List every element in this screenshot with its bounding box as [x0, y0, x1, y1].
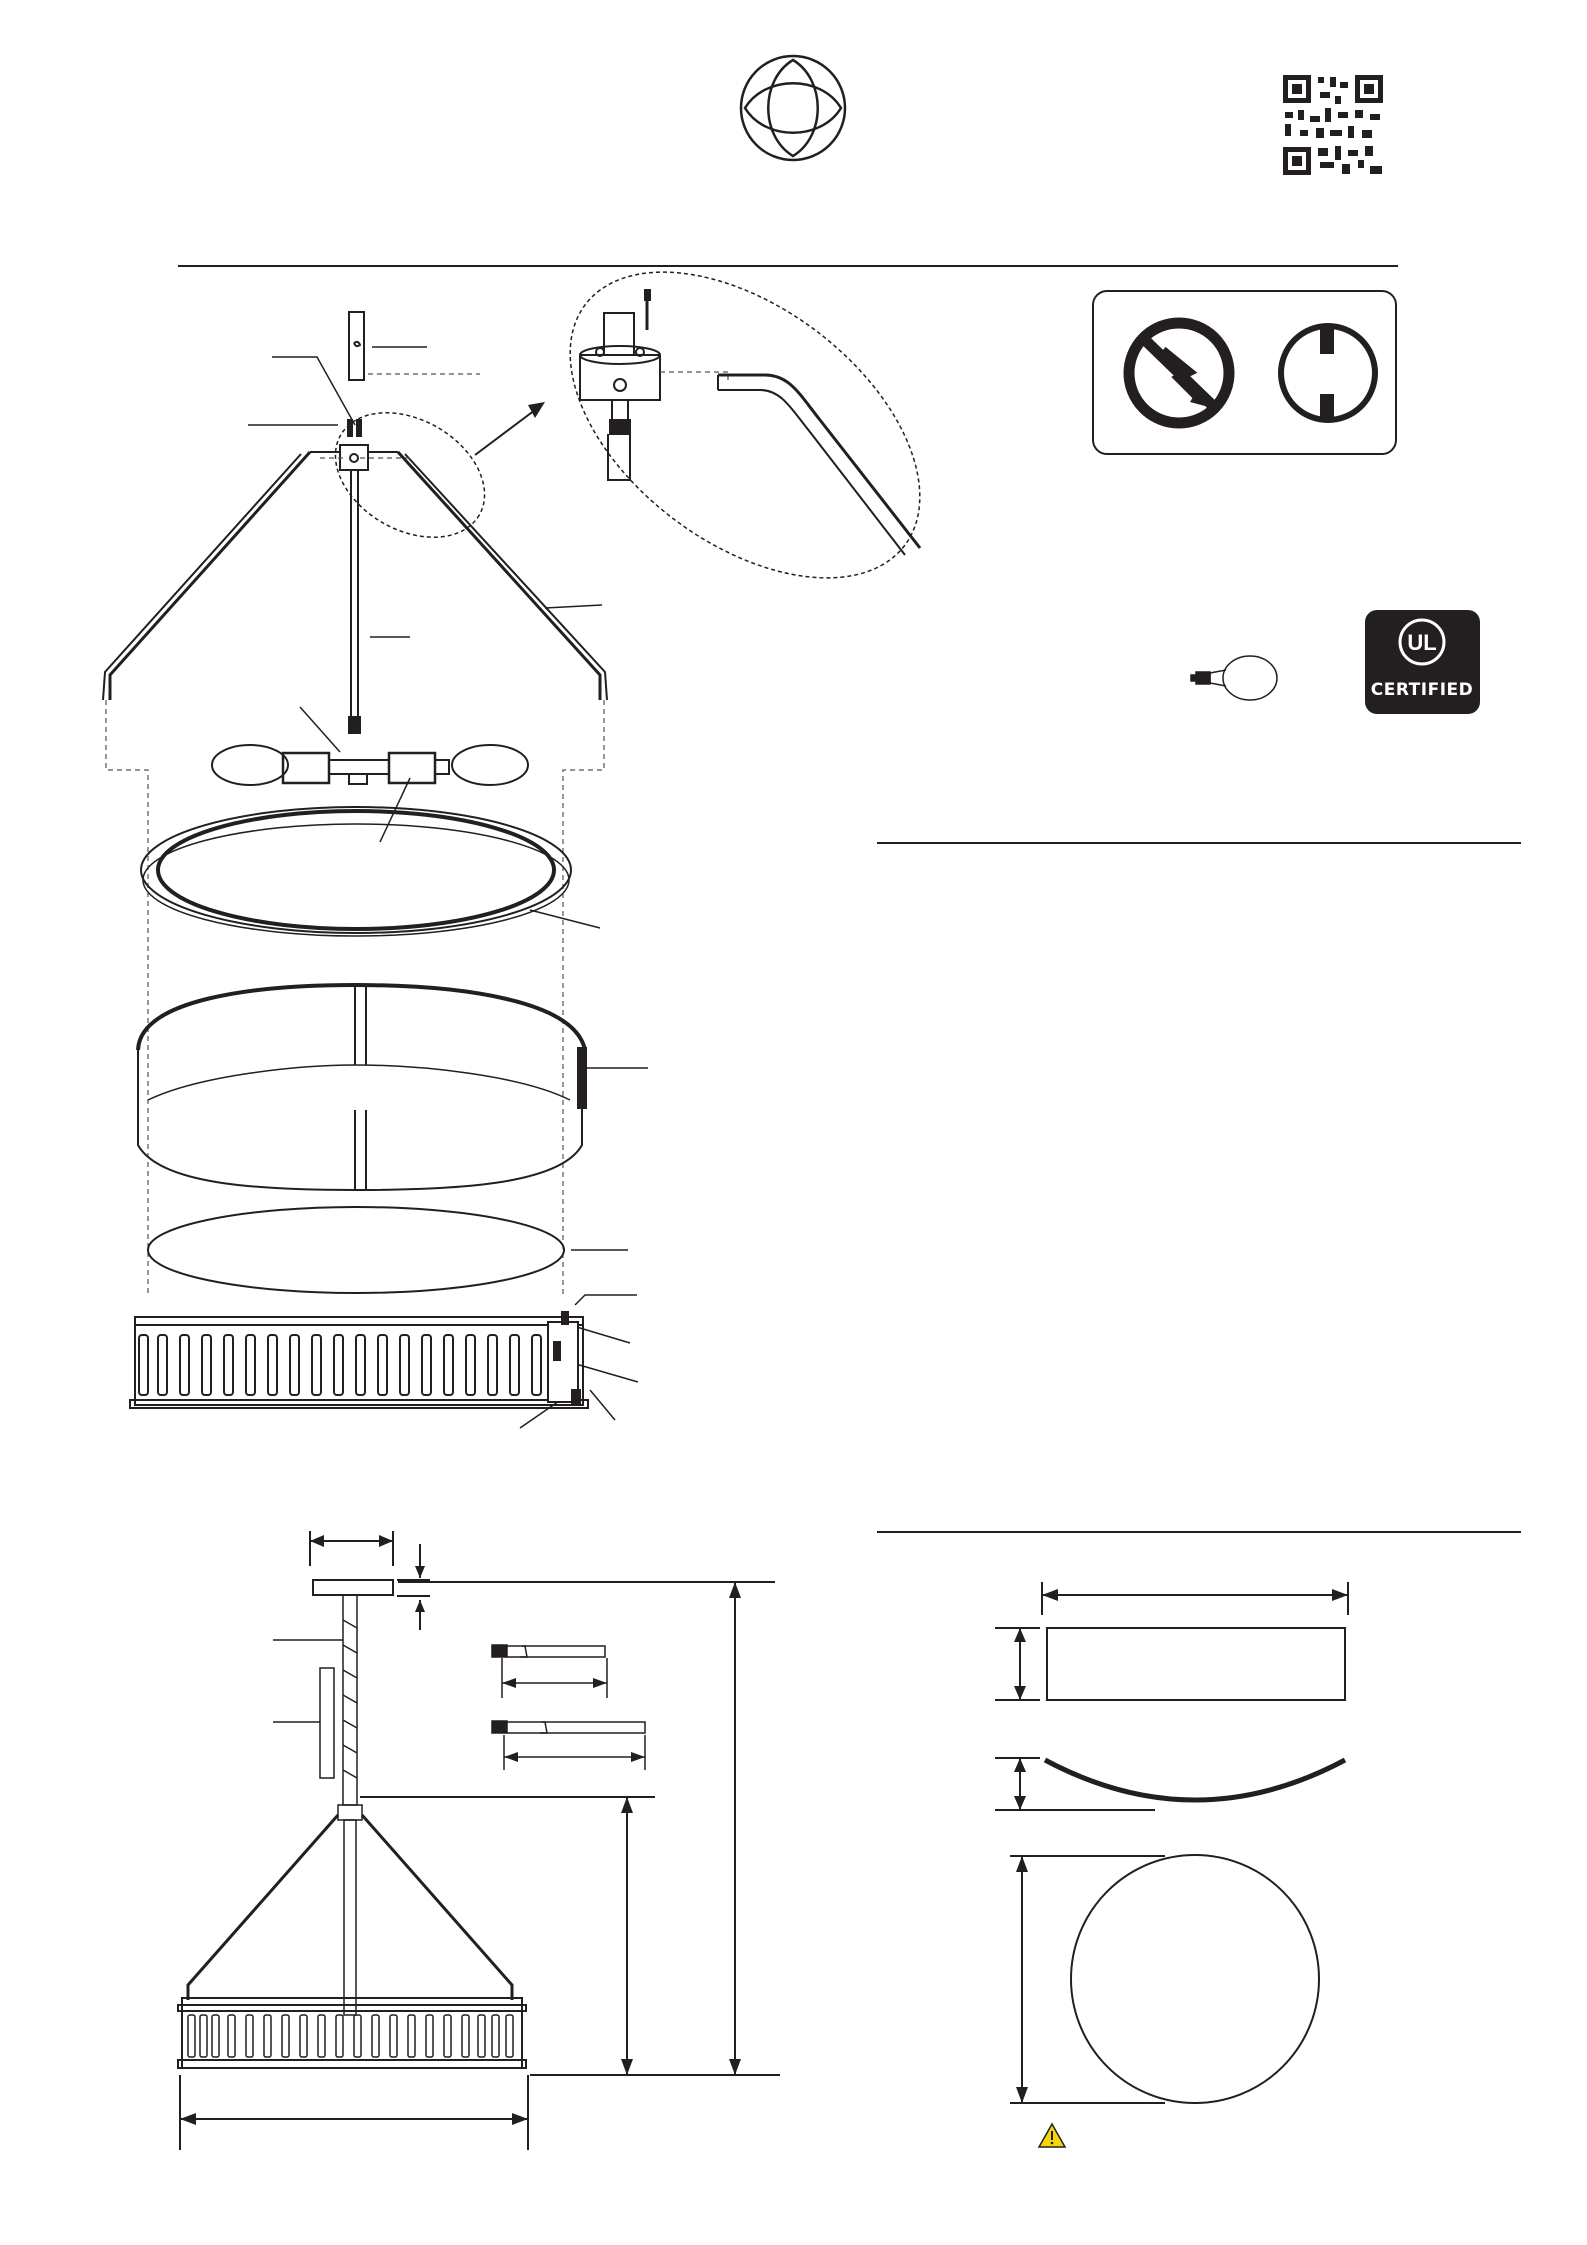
- detail-callout-small: [313, 387, 507, 562]
- dimension-diagram: [178, 1531, 780, 2150]
- polarized-outlet-icon: [1281, 326, 1375, 422]
- ul-mark: UL: [1407, 630, 1437, 655]
- lightbulb-icon: [1191, 656, 1277, 700]
- diffuser: [148, 1207, 564, 1293]
- socket-cluster: [212, 745, 528, 785]
- shade-band-shape: [1047, 1628, 1345, 1700]
- compatibility-icons-box: [1093, 291, 1396, 454]
- arm-right: [398, 452, 600, 700]
- top-ring: [141, 807, 571, 936]
- arrow-icon: [528, 402, 545, 418]
- quatrefoil-logo-icon: [741, 56, 845, 160]
- shade-shape-diagrams: [995, 1582, 1348, 2147]
- shade-panels: [138, 985, 586, 1190]
- ul-certified-text: CERTIFIED: [1370, 680, 1474, 700]
- detail-callout-large: [514, 210, 975, 639]
- canopy: [313, 1580, 393, 1595]
- qr-code-icon: [1283, 75, 1383, 175]
- downrod-pieces: [492, 1645, 645, 1770]
- bottom-cage: [130, 1312, 588, 1408]
- no-dimmer-icon: [1129, 323, 1229, 423]
- diffuser-disc-shape: [1071, 1855, 1319, 2103]
- exploded-assembly-diagram: [103, 210, 976, 1428]
- arm-left: [110, 452, 310, 700]
- warning-triangle-icon: [1039, 2124, 1065, 2147]
- downrod: [351, 470, 358, 717]
- shade-curve-shape: [1045, 1760, 1345, 1800]
- ul-certified-badge: [1365, 610, 1480, 714]
